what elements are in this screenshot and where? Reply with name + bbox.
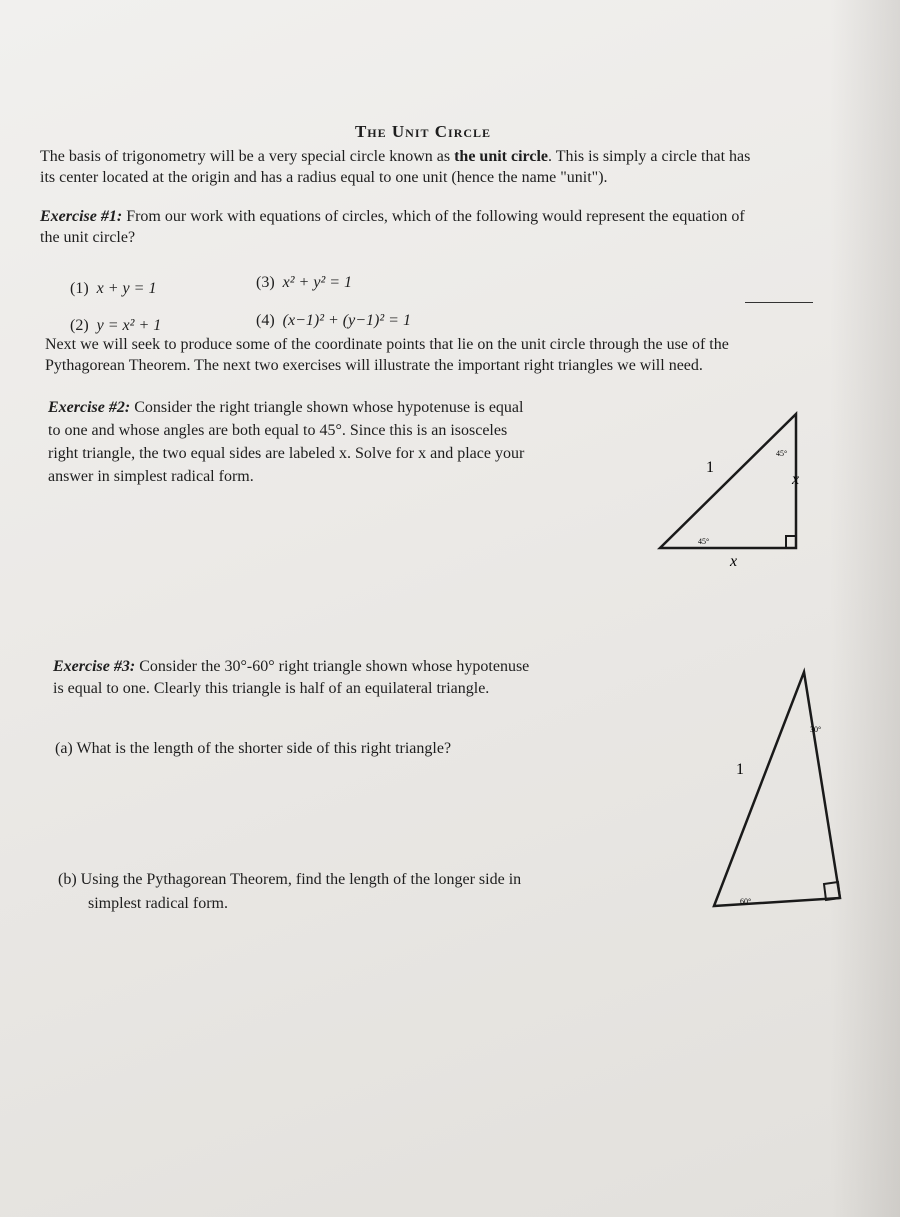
answer-blank-line xyxy=(745,302,813,303)
exercise-3-part-a: (a) What is the length of the shorter side of this right triangle? xyxy=(55,740,452,757)
hypotenuse-label-45: 1 xyxy=(706,459,714,476)
angle-label-top-45: 45° xyxy=(776,449,788,458)
exercise-2-line-1: Exercise #2: Consider the right triangle shown whose hypotenuse is equal xyxy=(48,399,524,416)
side-label-x: x xyxy=(792,471,800,488)
exercise-3-part-b-line-2: simplest radical form. xyxy=(88,895,228,912)
choice-4: (4) (x−1)² + (y−1)² = 1 xyxy=(256,312,411,329)
exercise-1-line-1: Exercise #1: From our work with equations of circles, which of the following would represent the equation of xyxy=(40,208,745,225)
base-label-x: x xyxy=(730,553,738,570)
right-angle-mark-45 xyxy=(786,536,796,548)
next-line-2: Pythagorean Theorem. The next two exercises will illustrate the important right triangles we will need. xyxy=(45,357,703,374)
intro-paragraph xyxy=(40,146,820,188)
choice-3: (3) x² + y² = 1 xyxy=(256,274,353,291)
exercise-2-line-4: answer in simplest radical form. xyxy=(48,468,254,485)
exercise-2 xyxy=(48,396,608,488)
intro-line-1: The basis of trigonometry will be a very special circle known as the unit circle. This is simply a circle that has xyxy=(40,148,751,165)
30-60-right-triangle xyxy=(700,660,860,920)
next-line-1: Next we will seek to produce some of the coordinate points that lie on the unit circle through the use of the xyxy=(45,336,729,353)
triangle-45-outline xyxy=(660,414,796,548)
intro-line-2: its center located at the origin and has a radius equal to one unit (hence the name "unit"). xyxy=(40,169,608,186)
exercise-3-line-1: Exercise #3: Consider the 30°-60° right triangle shown whose hypotenuse xyxy=(53,658,530,675)
hypotenuse-label-30-60: 1 xyxy=(736,761,744,778)
next-paragraph xyxy=(45,334,835,376)
exercise-3-line-2: is equal to one. Clearly this triangle is half of an equilateral triangle. xyxy=(53,680,490,697)
exercise-1-line-2: the unit circle? xyxy=(40,229,136,246)
triangle-30-60-outline xyxy=(714,672,840,906)
choice-2: (2) y = x² + 1 xyxy=(70,317,162,334)
isosceles-right-triangle xyxy=(650,400,830,580)
choice-1: (1) x + y = 1 xyxy=(70,280,157,297)
exercise-2-line-3: right triangle, the two equal sides are labeled x. Solve for x and place your xyxy=(48,445,525,462)
angle-label-bottom-45: 45° xyxy=(698,537,710,546)
exercise-3-part-b xyxy=(58,868,638,916)
exercise-3-part-b-line-1: (b) Using the Pythagorean Theorem, find the length of the longer side in xyxy=(58,871,522,888)
exercise-3 xyxy=(53,656,633,700)
angle-label-top-30: 30° xyxy=(810,725,822,734)
page-title: The Unit Circle xyxy=(354,122,492,141)
exercise-2-line-2: to one and whose angles are both equal to 45°. Since this is an isosceles xyxy=(48,422,508,439)
angle-label-bottom-60: 60° xyxy=(740,897,752,906)
exercise-1 xyxy=(40,206,820,248)
page-shadow-edge xyxy=(830,0,900,1217)
